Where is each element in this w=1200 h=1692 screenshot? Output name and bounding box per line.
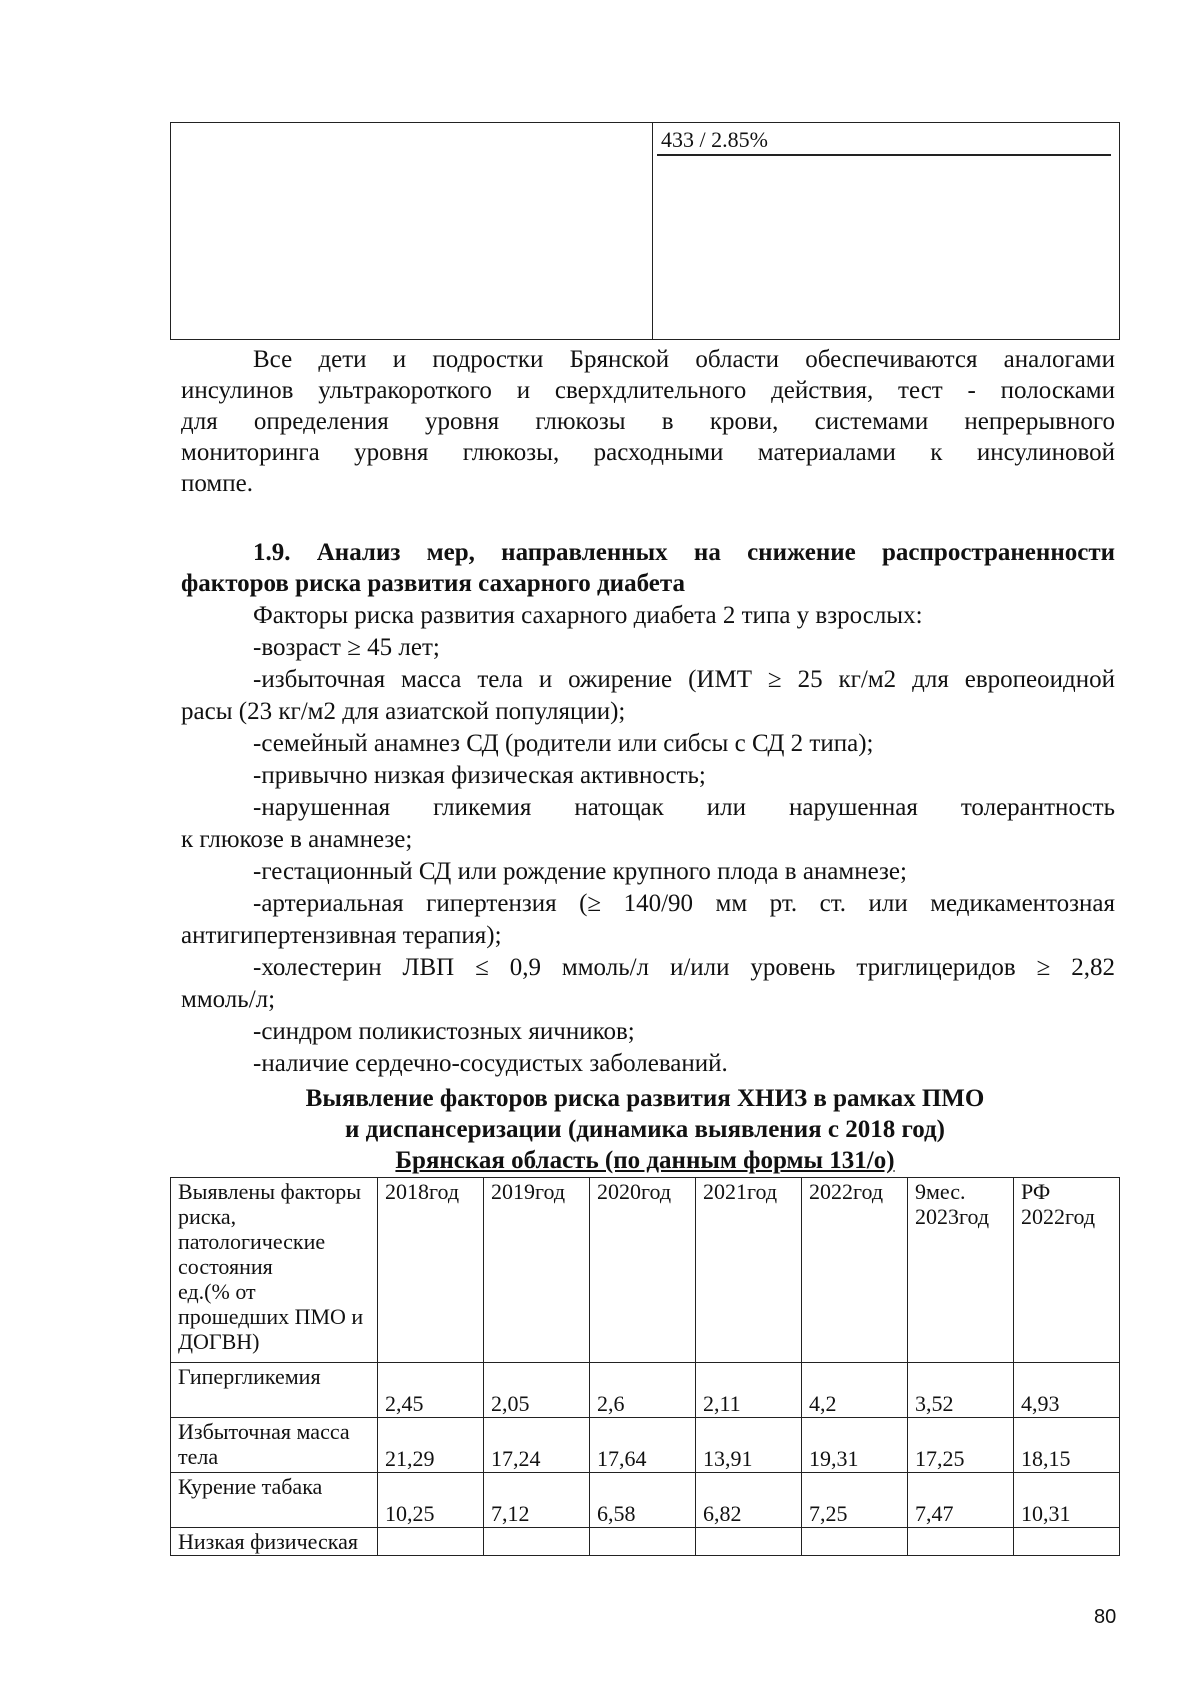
table-cell: 2,6 [590, 1363, 696, 1418]
list-item: -гестационный СД или рождение крупного плода в анамнезе; [253, 858, 907, 885]
top-table-cell-value: 433 / 2.85% [661, 127, 768, 152]
risk-factor-list [181, 600, 1115, 1080]
list-item: -избыточная масса тела и ожирение (ИМТ ≥ 25 кг/м2 для европеоидной [253, 666, 1115, 693]
cell-underline [657, 154, 1111, 156]
list-item: -привычно низкая физическая активность; [253, 762, 706, 789]
table-cell: 4,2 [802, 1363, 908, 1418]
table-cell [378, 1528, 484, 1556]
paragraph-line: Все дети и подростки Брянской области обеспечиваются аналогами [253, 346, 1115, 373]
header-label-line: ед.(% от [178, 1279, 256, 1304]
table-cell: 2,11 [696, 1363, 802, 1418]
table-row [171, 1528, 1120, 1556]
table-divider [652, 123, 653, 339]
header-label-line: риска, [178, 1204, 237, 1229]
table-cell: 17,25 [908, 1418, 1014, 1473]
paragraph-line: для определения уровня глюкозы в крови, системами непрерывного [181, 408, 1115, 435]
table-cell: 10,31 [1014, 1473, 1120, 1528]
header-label-line: Выявлены факторы [178, 1179, 361, 1204]
table-row [171, 1363, 1120, 1418]
table-cell: 7,25 [802, 1473, 908, 1528]
table-cell [802, 1528, 908, 1556]
column-header: 2022год [802, 1178, 908, 1363]
table-cell: 7,47 [908, 1473, 1014, 1528]
list-item: -артериальная гипертензия (≥ 140/90 мм рт. ст. или медикаментозная [253, 890, 1115, 917]
heading-line: факторов риска развития сахарного диабета [181, 570, 685, 597]
row-label: Гипергликемия [171, 1363, 378, 1418]
list-item-continuation: антигипертензивная терапия); [181, 922, 502, 949]
column-header: 2018год [378, 1178, 484, 1363]
table-cell: 10,25 [378, 1473, 484, 1528]
paragraph-insulin [181, 344, 1115, 499]
row-label: Избыточная масса тела [171, 1418, 378, 1473]
section-heading [181, 537, 1115, 599]
heading-line: 1.9. Анализ мер, направленных на снижение распространенности [253, 539, 1115, 566]
list-item: -семейный анамнез СД (родители или сибсы с СД 2 типа); [253, 730, 874, 757]
table-cell [696, 1528, 802, 1556]
list-item: -холестерин ЛВП ≤ 0,9 ммоль/л и/или уровень триглицеридов ≥ 2,82 [253, 954, 1115, 981]
table-cell: 18,15 [1014, 1418, 1120, 1473]
table-cell: 17,24 [484, 1418, 590, 1473]
table-cell [590, 1528, 696, 1556]
table-cell: 13,91 [696, 1418, 802, 1473]
list-item-continuation: к глюкозе в анамнезе; [181, 826, 413, 853]
column-header: 2020год [590, 1178, 696, 1363]
paragraph-line: инсулинов ультракороткого и сверхдлительного действия, тест - полосками [181, 377, 1115, 404]
row-label: Низкая физическая [171, 1528, 378, 1556]
list-item: -возраст ≥ 45 лет; [253, 634, 440, 661]
table-cell: 6,58 [590, 1473, 696, 1528]
column-header: РФ 2022год [1014, 1178, 1120, 1363]
table-cell: 6,82 [696, 1473, 802, 1528]
table-cell: 3,52 [908, 1363, 1014, 1418]
header-label-line: прошедших ПМО и [178, 1304, 364, 1329]
table-cell: 19,31 [802, 1418, 908, 1473]
table-cell: 2,45 [378, 1363, 484, 1418]
risk-factors-table [170, 1177, 1120, 1556]
list-item-continuation: ммоль/л; [181, 986, 276, 1013]
column-header: 9мес. 2023год [908, 1178, 1014, 1363]
table-header-row [171, 1178, 1120, 1363]
paragraph-line: мониторинга уровня глюкозы, расходными материалами к инсулиновой [181, 439, 1115, 466]
row-label: Курение табака [171, 1473, 378, 1528]
top-table [170, 122, 1120, 340]
list-item: -наличие сердечно-сосудистых заболеваний. [253, 1050, 728, 1077]
table-cell: 17,64 [590, 1418, 696, 1473]
list-item-continuation: расы (23 кг/м2 для азиатской популяции); [181, 698, 626, 725]
table-cell: 4,93 [1014, 1363, 1120, 1418]
table-title-line: Брянская область (по данным формы 131/о) [395, 1147, 895, 1174]
table-cell: 21,29 [378, 1418, 484, 1473]
table-row [171, 1418, 1120, 1473]
table-title-line: Выявление факторов риска развития ХНИЗ в рамках ПМО [305, 1085, 985, 1112]
table-row [171, 1473, 1120, 1528]
header-label-line: состояния [178, 1254, 273, 1279]
list-intro: Факторы риска развития сахарного диабета 2 типа у взрослых: [253, 602, 923, 629]
header-label-line: ДОГВН) [178, 1329, 260, 1354]
table-title-line: и диспансеризации (динамика выявления с 2018 год) [345, 1116, 945, 1143]
list-item: -нарушенная гликемия натощак или нарушенная толерантность [253, 794, 1115, 821]
table-cell: 7,12 [484, 1473, 590, 1528]
page-number: 80 [1094, 1606, 1117, 1628]
table-cell [908, 1528, 1014, 1556]
table-cell: 2,05 [484, 1363, 590, 1418]
column-header: 2021год [696, 1178, 802, 1363]
paragraph-line: помпе. [181, 470, 253, 497]
header-label-cell [171, 1178, 378, 1363]
column-header: 2019год [484, 1178, 590, 1363]
table-cell [484, 1528, 590, 1556]
list-item: -синдром поликистозных яичников; [253, 1018, 635, 1045]
table-cell [1014, 1528, 1120, 1556]
table-title [170, 1083, 1120, 1176]
header-label-line: патологические [178, 1229, 326, 1254]
